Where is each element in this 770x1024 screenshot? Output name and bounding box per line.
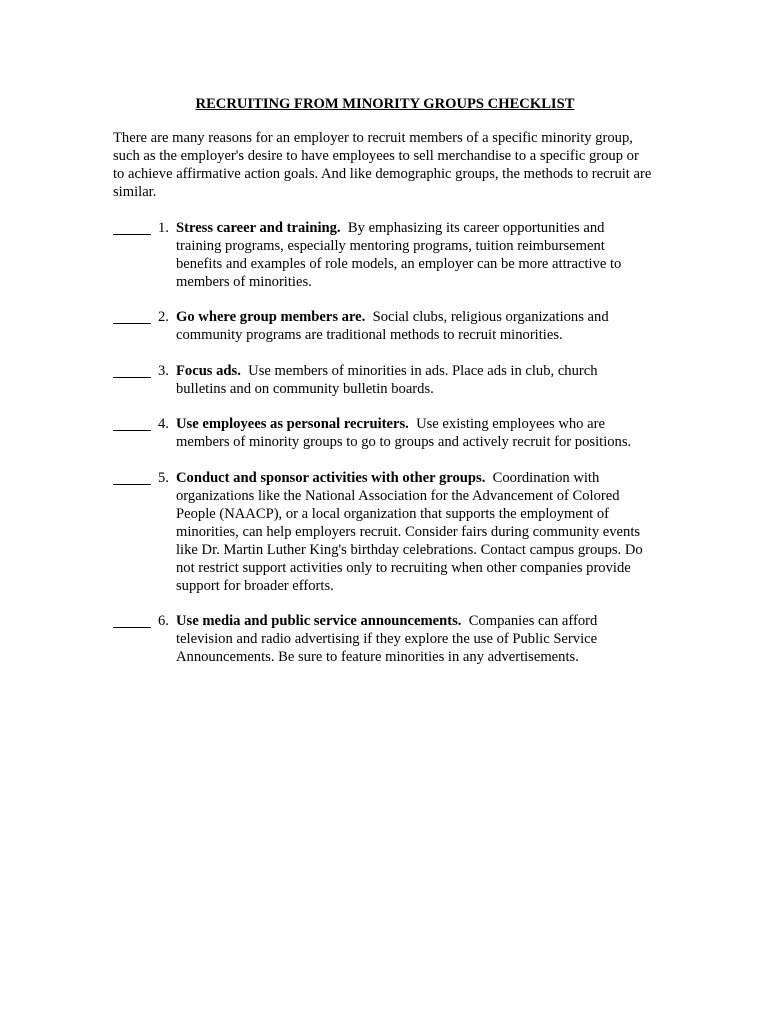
item-body bbox=[176, 469, 646, 595]
item-text: Social clubs, religious organizations and community programs are traditional methods to recruit minorities. bbox=[176, 309, 609, 343]
checklist-item-5 bbox=[113, 469, 653, 595]
item-text: Use existing employees who are members of minority groups to go to groups and actively recruit for positions. bbox=[176, 416, 632, 450]
item-heading: Conduct and sponsor activities with other groups. bbox=[176, 470, 486, 486]
checklist-item-4 bbox=[113, 415, 653, 451]
checkbox-blank-line[interactable] bbox=[113, 612, 151, 628]
checkbox-blank-line[interactable] bbox=[113, 362, 151, 378]
checklist-item-1 bbox=[113, 219, 653, 291]
item-number: 6. bbox=[158, 613, 169, 629]
checkbox-blank-line[interactable] bbox=[113, 219, 151, 235]
item-text: Companies can afford television and radio advertising if they explore the use of Public Service Announcements. Be sure to feature minorities in any advertisements. bbox=[176, 613, 598, 665]
item-heading: Focus ads. bbox=[176, 363, 241, 379]
item-heading: Stress career and training. bbox=[176, 220, 341, 236]
item-text: Use members of minorities in ads. Place ads in club, church bulletins and on community bulletin boards. bbox=[176, 363, 598, 397]
item-number: 4. bbox=[158, 416, 169, 432]
document-title: RECRUITING FROM MINORITY GROUPS CHECKLIST bbox=[195, 96, 575, 112]
checklist-item-2 bbox=[113, 308, 653, 344]
item-body bbox=[176, 612, 646, 666]
item-number: 2. bbox=[158, 309, 169, 325]
item-body bbox=[176, 219, 646, 291]
item-body bbox=[176, 362, 646, 398]
item-number: 1. bbox=[158, 220, 169, 236]
checkbox-blank-line[interactable] bbox=[113, 415, 151, 431]
checklist-item-3 bbox=[113, 362, 653, 398]
item-body bbox=[176, 415, 646, 451]
item-number: 3. bbox=[158, 363, 169, 379]
item-heading: Use media and public service announcements. bbox=[176, 613, 462, 629]
item-text: Coordination with organizations like the National Association for the Advancement of Colored People (NAACP), or a local organization that supports the employment of minorities, can help employers recruit. Consider fairs during community events like Dr. Martin Luther King's birthday celebrations. Contact campus groups. Do not restrict support activities only to recruiting when other companies provide support for broader efforts. bbox=[176, 470, 643, 594]
checkbox-blank-line[interactable] bbox=[113, 308, 151, 324]
item-text: By emphasizing its career opportunities and training programs, especially mentoring programs, tuition reimbursement benefits and examples of role models, an employer can be more attractive to members of minorities. bbox=[176, 220, 622, 290]
checkbox-blank-line[interactable] bbox=[113, 469, 151, 485]
item-number: 5. bbox=[158, 470, 169, 486]
item-heading: Use employees as personal recruiters. bbox=[176, 416, 409, 432]
item-body bbox=[176, 308, 646, 344]
checklist-item-6 bbox=[113, 612, 653, 666]
intro-paragraph: There are many reasons for an employer to recruit members of a specific minority group, such as the employer's desire to have employees to sell merchandise to a specific group or to achieve affirmative action goals. And like demographic groups, the methods to recruit are similar. bbox=[113, 130, 652, 200]
item-heading: Go where group members are. bbox=[176, 309, 366, 325]
